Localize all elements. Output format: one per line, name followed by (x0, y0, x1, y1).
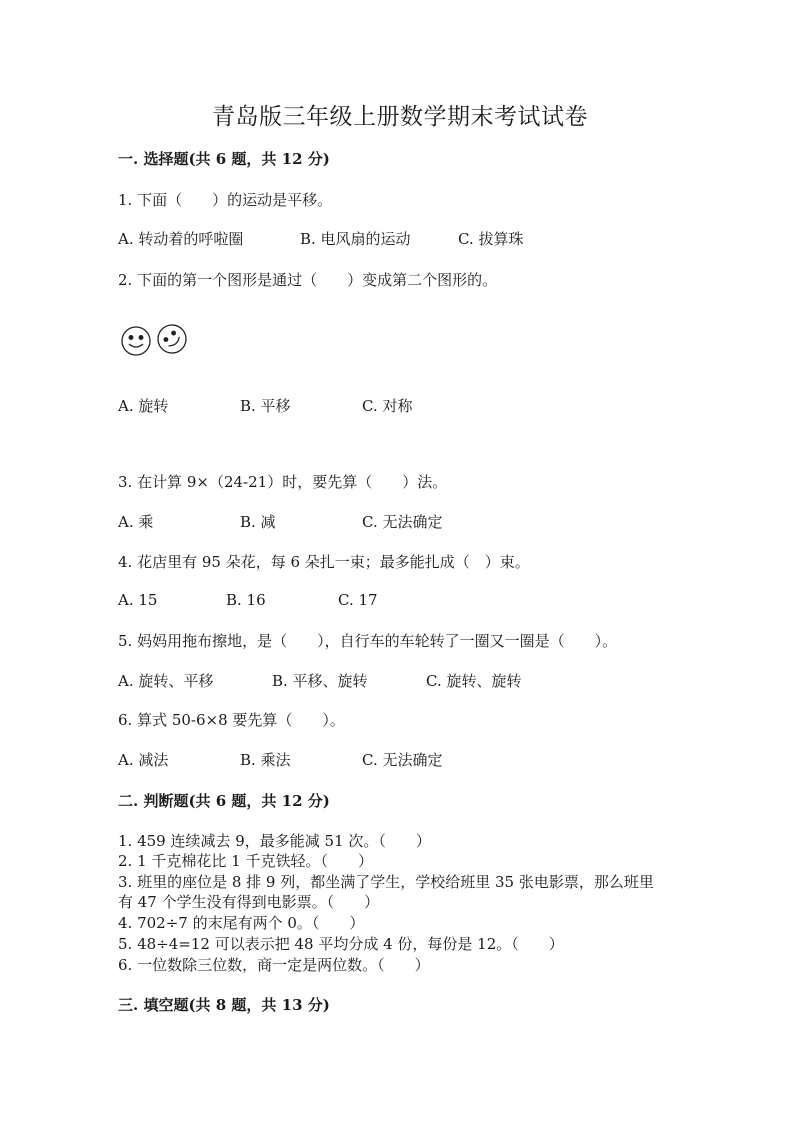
question-2-option-b: B. 平移 (240, 397, 291, 415)
judgement-item-2: 2. 1 千克棉花比 1 千克铁轻。（ ） (118, 852, 373, 870)
question-6-option-c: C. 无法确定 (362, 751, 443, 769)
question-4-option-a: A. 15 (118, 591, 158, 609)
question-3-option-b: B. 减 (240, 513, 276, 531)
judgement-item-3-continued: 有 47 个学生没有得到电影票。（ ） (118, 893, 380, 911)
question-1-option-b: B. 电风扇的运动 (300, 230, 411, 248)
question-5-option-c: C. 旋转、旋转 (426, 672, 522, 690)
section-heading-judgement: 二. 判断题(共 6 题，共 12 分) (118, 792, 330, 810)
question-2-figure (118, 322, 192, 356)
question-4-option-c: C. 17 (338, 591, 378, 609)
question-3-option-a: A. 乘 (118, 513, 154, 531)
section-heading-choice: 一. 选择题(共 6 题，共 12 分) (118, 150, 330, 168)
smiley-face-rotated-icon (152, 322, 191, 356)
question-2-option-c: C. 对称 (362, 397, 413, 415)
page-title: 青岛版三年级上册数学期末考试试卷 (212, 104, 588, 130)
question-5: 5. 妈妈用拖布擦地，是（ ），自行车的车轮转了一圈又一圈是（ ）。 (118, 632, 618, 650)
judgement-item-5: 5. 48÷4=12 可以表示把 48 平均分成 4 份，每份是 12。（ ） (118, 935, 564, 953)
question-5-option-a: A. 旋转、平移 (118, 672, 214, 690)
section-heading-fill-in: 三. 填空题(共 8 题，共 13 分) (118, 996, 330, 1014)
question-6: 6. 算式 50-6×8 要先算（ ）。 (118, 711, 345, 729)
question-1: 1. 下面（ ）的运动是平移。 (118, 191, 333, 209)
judgement-item-6: 6. 一位数除三位数，商一定是两位数。（ ） (118, 956, 430, 974)
question-6-option-b: B. 乘法 (240, 751, 291, 769)
question-3-option-c: C. 无法确定 (362, 513, 443, 531)
question-3: 3. 在计算 9×（24-21）时，要先算（ ）法。 (118, 473, 448, 491)
judgement-item-1: 1. 459 连续减去 9，最多能减 51 次。（ ） (118, 832, 431, 850)
question-4-option-b: B. 16 (226, 591, 266, 609)
question-6-option-a: A. 减法 (118, 751, 169, 769)
question-5-option-b: B. 平移、旋转 (272, 672, 368, 690)
question-2: 2. 下面的第一个图形是通过（ ）变成第二个图形的。 (118, 271, 498, 289)
question-1-option-c: C. 拔算珠 (458, 230, 524, 248)
question-2-option-a: A. 旋转 (118, 397, 169, 415)
judgement-item-4: 4. 702÷7 的末尾有两个 0。（ ） (118, 914, 365, 932)
question-1-option-a: A. 转动着的呼啦圈 (118, 230, 244, 248)
smiley-face-upright-icon (122, 327, 150, 355)
question-4: 4. 花店里有 95 朵花，每 6 朵扎一束；最多能扎成（ ）束。 (118, 553, 530, 571)
judgement-item-3: 3. 班里的座位是 8 排 9 列，都坐满了学生，学校给班里 35 张电影票，那么班里 (118, 873, 654, 891)
